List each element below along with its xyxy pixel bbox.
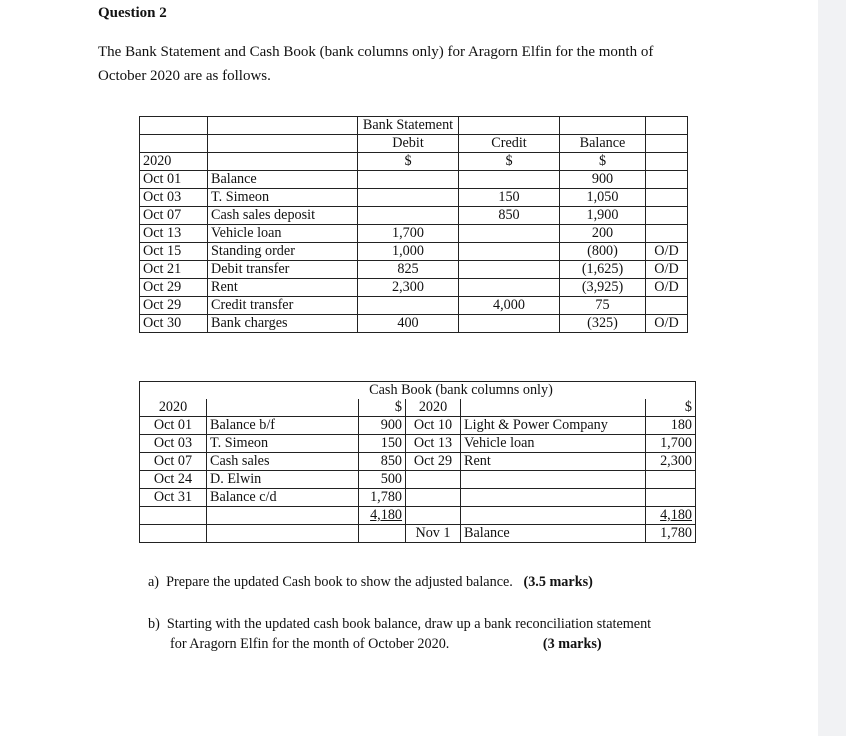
balance-cell: (1,625)	[560, 261, 646, 279]
part-a-marks: (3.5 marks)	[523, 574, 593, 590]
balance-cell: 1,900	[560, 207, 646, 225]
table-row	[140, 382, 696, 400]
currency-symbol: $	[646, 399, 696, 417]
scrollbar-gutter	[818, 0, 846, 736]
bank-statement-table	[139, 116, 688, 333]
closing-details: Balance	[461, 525, 646, 543]
credit-cell	[459, 315, 560, 333]
date-cell: Oct 29	[140, 279, 208, 297]
overdraft-flag-cell	[646, 171, 688, 189]
currency-symbol: $	[358, 153, 459, 171]
credit-details-cell: Light & Power Company	[461, 417, 646, 435]
credit-details-cell	[461, 471, 646, 489]
part-a	[148, 572, 593, 592]
debit-details-cell: D. Elwin	[207, 471, 359, 489]
balance-cell: (325)	[560, 315, 646, 333]
credit-amount-cell: 1,700	[646, 435, 696, 453]
overdraft-flag-cell	[646, 297, 688, 315]
credit-cell	[459, 243, 560, 261]
credit-cell: 150	[459, 189, 560, 207]
debit-cell: 400	[358, 315, 459, 333]
debit-date-cell: Oct 07	[140, 453, 207, 471]
details-cell: Credit transfer	[208, 297, 358, 315]
question-intro	[98, 40, 738, 88]
credit-cell	[459, 279, 560, 297]
year-cell: 2020	[406, 399, 461, 417]
credit-cell	[459, 261, 560, 279]
currency-symbol: $	[560, 153, 646, 171]
table-row	[140, 489, 696, 507]
credit-cell: 850	[459, 207, 560, 225]
date-cell: Oct 13	[140, 225, 208, 243]
credit-details-cell: Vehicle loan	[461, 435, 646, 453]
credit-details-cell	[461, 489, 646, 507]
date-cell: Oct 01	[140, 171, 208, 189]
part-b-text-line2: for Aragorn Elfin for the month of October 2020.	[170, 636, 450, 652]
table-row	[140, 525, 696, 543]
table-row	[140, 315, 688, 333]
debit-header: Debit	[358, 135, 459, 153]
details-cell: Bank charges	[208, 315, 358, 333]
overdraft-flag-cell	[646, 225, 688, 243]
closing-date: Nov 1	[406, 525, 461, 543]
debit-amount-cell: 900	[359, 417, 406, 435]
balance-cell: (3,925)	[560, 279, 646, 297]
table-row	[140, 261, 688, 279]
overdraft-flag-cell: O/D	[646, 243, 688, 261]
debit-amount-cell: 1,780	[359, 489, 406, 507]
debit-date-cell: Oct 01	[140, 417, 207, 435]
part-b	[148, 614, 651, 654]
date-cell: Oct 21	[140, 261, 208, 279]
details-cell: Balance	[208, 171, 358, 189]
overdraft-flag-cell: O/D	[646, 261, 688, 279]
debit-amount-cell: 850	[359, 453, 406, 471]
table-row	[140, 279, 688, 297]
table-row	[140, 135, 688, 153]
balance-cell: 1,050	[560, 189, 646, 207]
credit-amount-cell: 2,300	[646, 453, 696, 471]
question-title: Question 2	[98, 5, 167, 21]
debit-details-cell: Balance c/d	[207, 489, 359, 507]
credit-header: Credit	[459, 135, 560, 153]
part-b-marks: (3 marks)	[542, 636, 602, 652]
debit-date-cell: Oct 03	[140, 435, 207, 453]
cash-book-table	[139, 381, 696, 543]
cash-book-title: Cash Book (bank columns only)	[140, 382, 696, 400]
debit-details-cell: T. Simeon	[207, 435, 359, 453]
debit-date-cell: Oct 24	[140, 471, 207, 489]
year-cell: 2020	[140, 399, 207, 417]
closing-amount: 1,780	[646, 525, 696, 543]
credit-cell	[459, 225, 560, 243]
credit-details-cell: Rent	[461, 453, 646, 471]
part-b-label: b)	[148, 616, 160, 632]
credit-date-cell: Oct 10	[406, 417, 461, 435]
bank-statement-title: Bank Statement	[358, 117, 459, 135]
credit-amount-cell: 180	[646, 417, 696, 435]
overdraft-flag-cell: O/D	[646, 279, 688, 297]
date-cell: Oct 15	[140, 243, 208, 261]
credit-date-cell: Oct 13	[406, 435, 461, 453]
debit-cell: 1,000	[358, 243, 459, 261]
debit-cell	[358, 189, 459, 207]
details-cell: Standing order	[208, 243, 358, 261]
currency-symbol: $	[359, 399, 406, 417]
debit-amount-cell: 150	[359, 435, 406, 453]
debit-cell	[358, 207, 459, 225]
table-row	[140, 297, 688, 315]
date-cell: Oct 03	[140, 189, 208, 207]
table-row	[140, 453, 696, 471]
overdraft-flag-cell	[646, 207, 688, 225]
table-row	[140, 153, 688, 171]
table-row	[140, 243, 688, 261]
date-cell: Oct 30	[140, 315, 208, 333]
credit-cell	[459, 171, 560, 189]
total-credit: 4,180	[660, 507, 692, 523]
part-a-text: Prepare the updated Cash book to show the adjusted balance.	[166, 574, 513, 590]
credit-amount-cell	[646, 471, 696, 489]
debit-amount-cell: 500	[359, 471, 406, 489]
overdraft-flag-cell: O/D	[646, 315, 688, 333]
debit-details-cell: Cash sales	[207, 453, 359, 471]
table-row	[140, 207, 688, 225]
date-cell: Oct 07	[140, 207, 208, 225]
credit-date-cell: Oct 29	[406, 453, 461, 471]
intro-line-1: The Bank Statement and Cash Book (bank columns only) for Aragorn Elfin for the month of	[98, 44, 654, 60]
year-cell: 2020	[140, 153, 208, 171]
debit-cell: 2,300	[358, 279, 459, 297]
credit-date-cell	[406, 471, 461, 489]
credit-amount-cell	[646, 489, 696, 507]
balance-cell: 900	[560, 171, 646, 189]
intro-line-2: October 2020 are as follows.	[98, 68, 271, 84]
table-row	[140, 117, 688, 135]
table-row	[140, 399, 696, 417]
credit-date-cell	[406, 489, 461, 507]
debit-cell: 825	[358, 261, 459, 279]
debit-cell: 1,700	[358, 225, 459, 243]
overdraft-flag-cell	[646, 189, 688, 207]
details-cell: Debit transfer	[208, 261, 358, 279]
table-row	[140, 171, 688, 189]
balance-cell: (800)	[560, 243, 646, 261]
balance-cell: 200	[560, 225, 646, 243]
table-row	[140, 435, 696, 453]
part-a-label: a)	[148, 574, 160, 590]
debit-cell	[358, 171, 459, 189]
credit-cell: 4,000	[459, 297, 560, 315]
details-cell: T. Simeon	[208, 189, 358, 207]
table-row	[140, 417, 696, 435]
table-row	[140, 225, 688, 243]
currency-symbol: $	[459, 153, 560, 171]
table-row	[140, 189, 688, 207]
debit-date-cell: Oct 31	[140, 489, 207, 507]
debit-cell	[358, 297, 459, 315]
part-b-text-line1: Starting with the updated cash book balance, draw up a bank reconciliation statement	[166, 616, 652, 632]
table-row	[140, 471, 696, 489]
balance-cell: 75	[560, 297, 646, 315]
date-cell: Oct 29	[140, 297, 208, 315]
details-cell: Cash sales deposit	[208, 207, 358, 225]
total-debit: 4,180	[370, 507, 402, 523]
details-cell: Rent	[208, 279, 358, 297]
debit-details-cell: Balance b/f	[207, 417, 359, 435]
balance-header: Balance	[560, 135, 646, 153]
table-row	[140, 507, 696, 525]
details-cell: Vehicle loan	[208, 225, 358, 243]
